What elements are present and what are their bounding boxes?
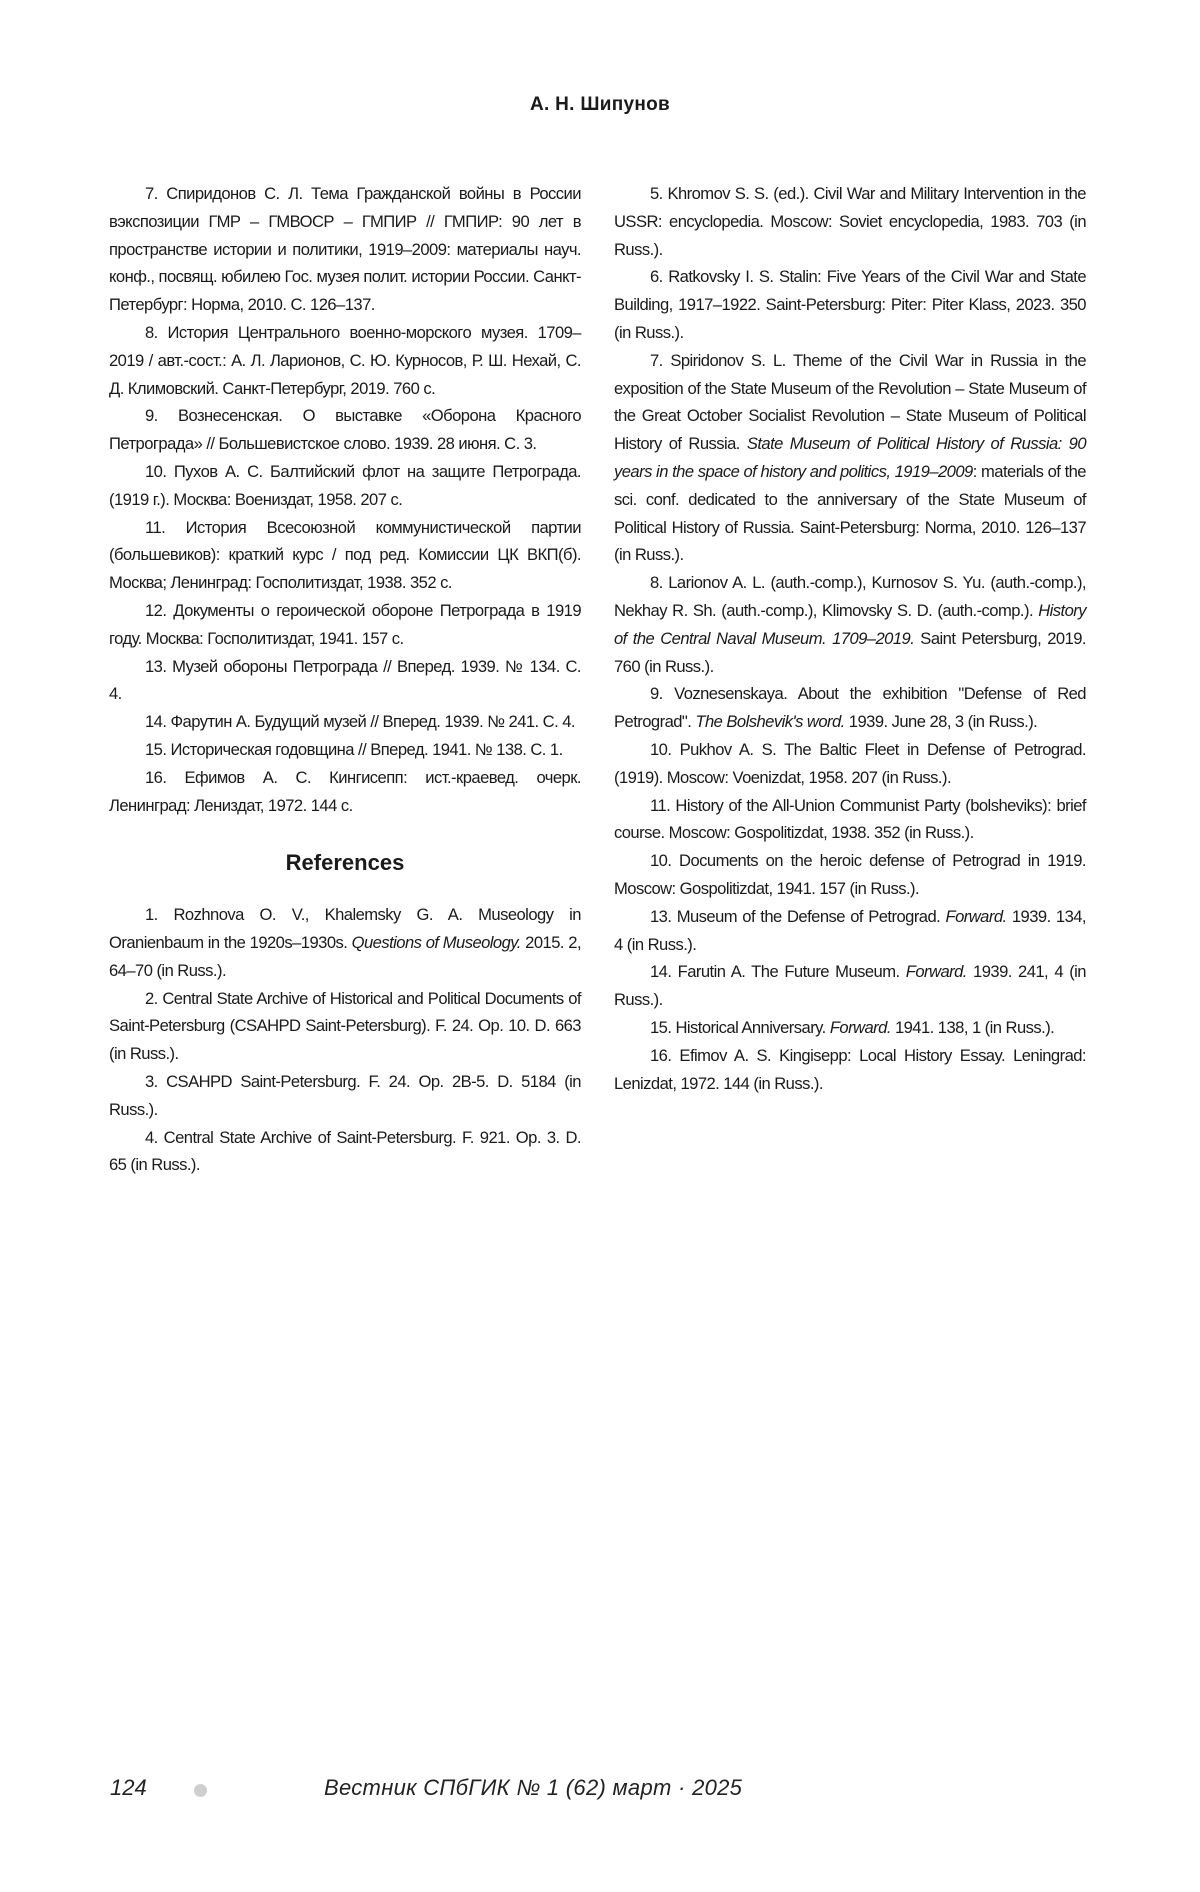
reference-item: [614, 847, 1086, 903]
references-heading: References: [285, 850, 405, 876]
reference-item: 9. Вознесенская. О выставке «Оборона Красного Петрограда» // Большевистское слово. 1939. 28 июня. С. 3.: [109, 406, 581, 454]
reference-text: 9. Voznesenskaya. About the exhibition "Defense of Red Petrograd".: [614, 684, 1086, 732]
reference-text: Saint Petersburg, 2019. 760 (in Russ.).: [614, 628, 1086, 676]
reference-italic-title: Questions of Museology.: [351, 932, 521, 952]
english-reference-list: [109, 901, 581, 1179]
russian-reference-list: [109, 180, 581, 819]
page-footer: [0, 1775, 1200, 1815]
reference-text: 13. Museum of the Defense of Petrograd.: [650, 906, 946, 926]
reference-item: [614, 903, 1086, 959]
reference-item: 11. История Всесоюзной коммунистической партии (большевиков): краткий курс / под ред. Комиссии ЦК ВКП(б). Москва; Ленинград: Госполитиздат, 1938. 352 с.: [109, 517, 581, 593]
reference-text: 8. Larionov A. L. (auth.-comp.), Kurnosov S. Yu. (auth.-comp.), Nekhay R. Sh. (auth.-comp.), Klimovsky S. D. (auth.-comp.).: [614, 573, 1086, 620]
reference-text: 1939. 241, 4 (in Russ.).: [614, 962, 1086, 1010]
reference-item: [614, 680, 1086, 736]
reference-item: 14. Фарутин А. Будущий музей // Вперед. 1939. № 241. С. 4.: [145, 712, 575, 732]
reference-item: [614, 180, 1086, 263]
reference-item: 7. Спиридонов С. Л. Тема Гражданской войны в России вэкспозиции ГМР – ГМВОСР – ГМПИР // ГМПИР: 90 лет в пространстве истории и политики, 1919–2009: материалы науч. конф., посвящ. юбилею Гос. музея полит. истории России. Санкт-Петербург: Норма, 2010. С. 126–137.: [109, 184, 581, 315]
reference-item: [614, 792, 1086, 848]
reference-item: 12. Документы о героической обороне Петрограда в 1919 году. Москва: Госполитиздат, 1941. 157 с.: [109, 600, 581, 648]
reference-text: 6. Ratkovsky I. S. Stalin: Five Years of the Civil War and State Building, 1917–1922. Saint-Petersburg: Piter: Piter Klass, 2023. 350 (in Russ.).: [614, 267, 1086, 342]
reference-item: 15. Историческая годовщина // Вперед. 1941. № 138. С. 1.: [145, 739, 563, 759]
reference-item: [614, 263, 1086, 346]
reference-item: [614, 347, 1086, 569]
reference-italic-title: Forward.: [829, 1017, 891, 1037]
reference-text: 4. Central State Archive of Saint-Petersburg. F. 921. Op. 3. D. 65 (in Russ.).: [109, 1127, 581, 1175]
reference-item: [109, 901, 581, 984]
reference-item: 16. Ефимов А. С. Кингисепп: ист.-краевед. очерк. Ленинград: Лениздат, 1972. 144 с.: [109, 767, 581, 815]
reference-italic-title: History of the Central Naval Museum. 1709–2019.: [614, 600, 1086, 648]
reference-item: 8. История Центрального военно-морского музея. 1709–2019 / авт.-сост.: А. Л. Ларионов, С. Ю. Курносов, Р. Ш. Нехай, С. Д. Климовский. Санкт-Петербург, 2019. 760 с.: [109, 322, 581, 398]
reference-italic-title: The Bolshevik's word.: [695, 712, 845, 732]
reference-text: : materials of the sci. conf. dedicated to the anniversary of the State Museum of Political History of Russia. Saint-Petersburg: Norma, 2010. 126–137 (in Russ.).: [614, 461, 1086, 565]
right-column: [614, 180, 1086, 1097]
reference-text: 1939. 134, 4 (in Russ.).: [614, 906, 1086, 954]
reference-italic-title: Forward.: [945, 906, 1007, 926]
reference-item: [614, 1014, 1086, 1042]
reference-item: [109, 985, 581, 1068]
reference-text: 2. Central State Archive of Historical and Political Documents of Saint-Petersburg (CSAHPD Saint-Petersburg). F. 24. Op. 10. D. 663 (in Russ.).: [109, 988, 581, 1064]
reference-text: 15. Historical Anniversary.: [650, 1017, 830, 1037]
running-head-author: А. Н. Шипунов: [529, 94, 671, 115]
reference-item: [614, 736, 1086, 792]
reference-text: 3. CSAHPD Saint-Petersburg. F. 24. Op. 2B-5. D. 5184 (in Russ.).: [109, 1071, 581, 1119]
reference-item: 10. Пухов А. С. Балтийский флот на защите Петрограда. (1919 г.). Москва: Воениздат, 1958. 207 с.: [109, 461, 581, 509]
reference-item: [614, 1042, 1086, 1098]
reference-text: 16. Efimov A. S. Kingisepp: Local History Essay. Leningrad: Lenizdat, 1972. 144 (in Russ.).: [614, 1045, 1086, 1093]
reference-text: 14. Farutin A. The Future Museum.: [650, 962, 906, 982]
reference-text: 11. History of the All-Union Communist Party (bolsheviks): brief course. Moscow: Gospolitizdat, 1938. 352 (in Russ.).: [614, 795, 1086, 843]
reference-text: 2015. 2, 64–70 (in Russ.).: [109, 932, 582, 980]
reference-text: 10. Pukhov A. S. The Baltic Fleet in Defense of Petrograd. (1919). Moscow: Voenizdat, 1958. 207 (in Russ.).: [614, 739, 1086, 787]
page-number: 124: [110, 1775, 147, 1800]
reference-text: 10. Documents on the heroic defense of Petrograd in 1919. Moscow: Gospolitizdat, 1941. 157 (in Russ.).: [614, 851, 1086, 898]
reference-text: 1941. 138, 1 (in Russ.).: [890, 1017, 1055, 1037]
left-column: [109, 180, 581, 1179]
footer-dot-icon: [194, 1784, 207, 1797]
reference-text: 1939. June 28, 3 (in Russ.).: [844, 712, 1038, 732]
reference-italic-title: State Museum of Political History of Russia: 90 years in the space of history and politics, 1919–2009: [614, 434, 1086, 481]
reference-item: [614, 569, 1086, 680]
reference-text: 1. Rozhnova O. V., Khalemsky G. A. Museology in Oranienbaum in the 1920s–1930s.: [109, 905, 581, 952]
english-reference-list: [614, 180, 1086, 1097]
reference-italic-title: Forward.: [905, 962, 967, 982]
reference-text: 5. Khromov S. S. (ed.). Civil War and Military Intervention in the USSR: encyclopedia. Moscow: Soviet encyclopedia, 1983. 703 (in Russ.).: [614, 184, 1086, 259]
reference-item: 13. Музей обороны Петрограда // Вперед. 1939. № 134. С. 4.: [109, 656, 581, 704]
journal-title: Вестник СПбГИК № 1 (62) март · 2025: [324, 1775, 743, 1800]
reference-item: [614, 958, 1086, 1014]
reference-text: 7. Spiridonov S. L. Theme of the Civil War in Russia in the exposition of the State Museum of the Revolution – State Museum of the Great October Socialist Revolution – State Museum of Political History of Russia.: [614, 350, 1086, 454]
reference-item: [109, 1124, 581, 1180]
reference-item: [109, 1068, 581, 1124]
